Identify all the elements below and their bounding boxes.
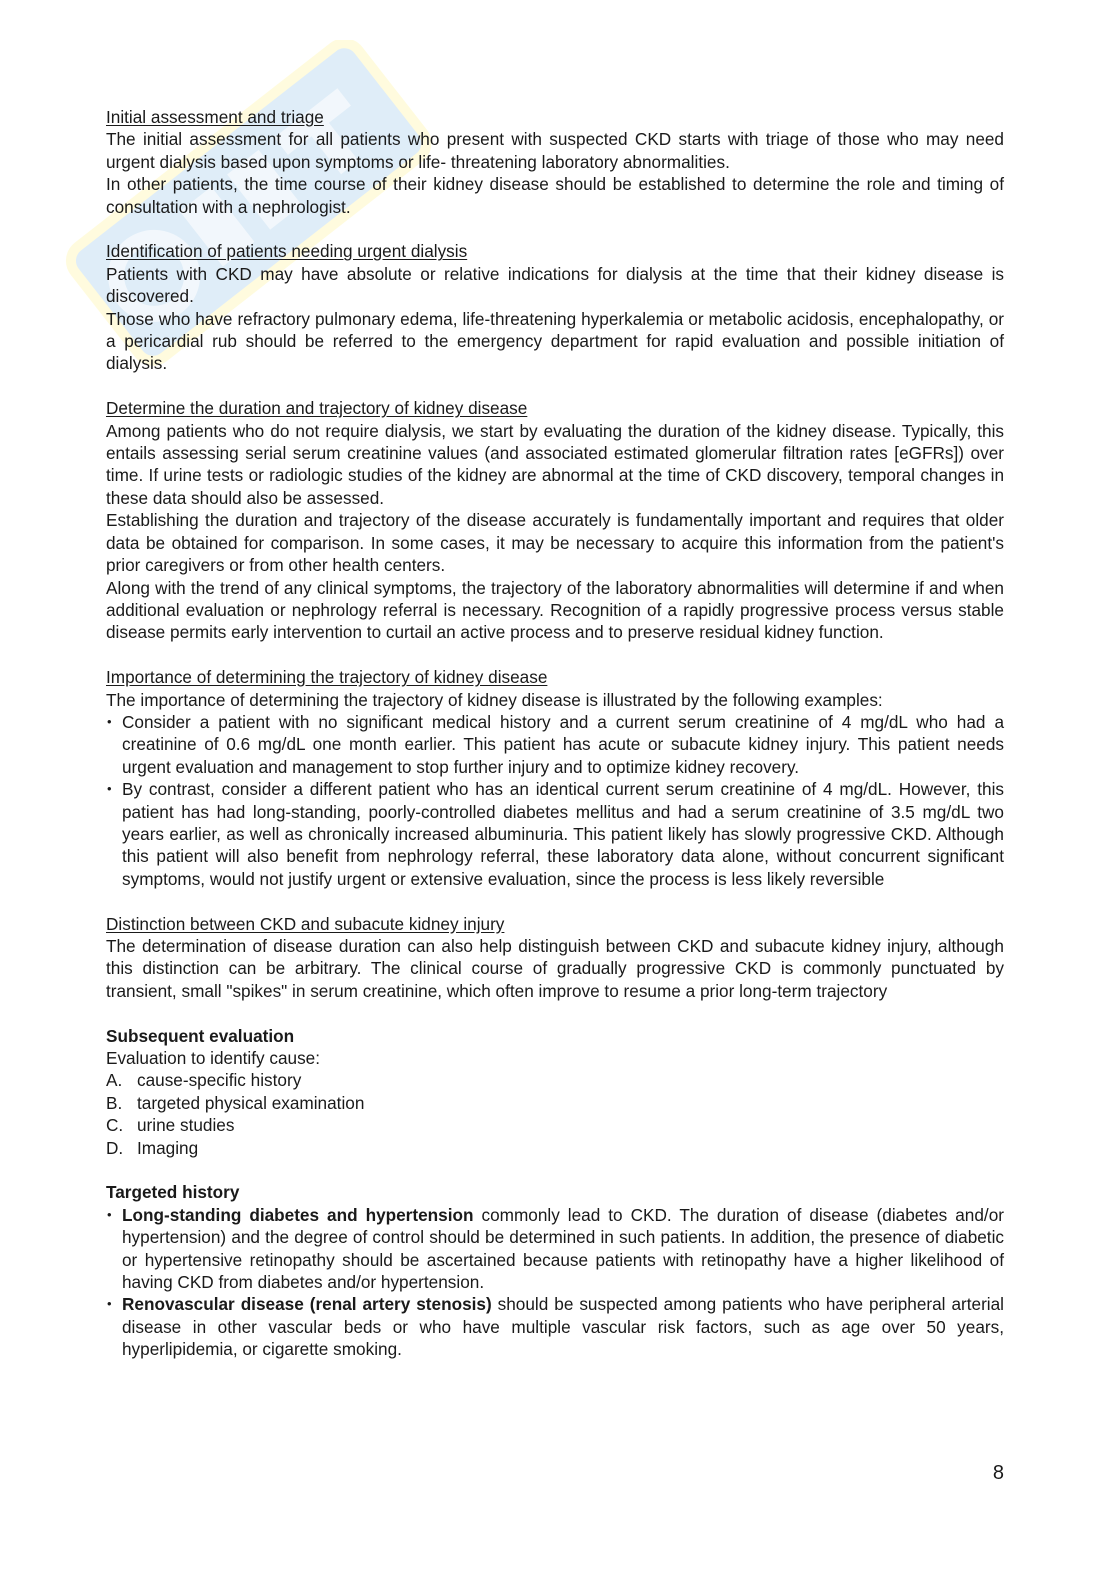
- paragraph: Patients with CKD may have absolute or relative indications for dialysis at the time that their kidney disease is discovered.: [106, 263, 1004, 307]
- paragraph: The determination of disease duration can also help distinguish between CKD and subacute kidney injury, although this distinction can be arbitrary. The clinical course of gradually progressive CKD is commonly punctuated by transient, small "spikes" in serum creatinine, which often improve to resume a prior long-term trajectory: [106, 935, 1004, 1001]
- list-letter: D.: [106, 1137, 124, 1158]
- paragraph: Evaluation to identify cause:: [106, 1047, 321, 1068]
- list-item: [106, 1092, 1004, 1114]
- section-heading: Subsequent evaluation: [106, 1025, 295, 1046]
- page-number: 8: [992, 1462, 1004, 1484]
- list-item-bold: Renovascular disease (renal artery stenosis): [122, 1294, 492, 1315]
- section-heading: Distinction between CKD and subacute kidney injury: [106, 913, 505, 934]
- paragraph: The initial assessment for all patients who present with suspected CKD starts with triage of those who may need urgent dialysis based upon symptoms or life- threatening laboratory abnormalities.: [106, 129, 1004, 172]
- paragraph: Along with the trend of any clinical symptoms, the trajectory of the laboratory abnormalities will determine if and when additional evaluation or nephrology referral is necessary. Recognition of a rapidly progressive process versus stable disease permits early intervention to curtail an active process and to preserve residual kidney function.: [106, 577, 1004, 643]
- section-subsequent-evaluation: [106, 1025, 1004, 1159]
- list-item: • By contrast, consider a different patient who has an identical current serum creatinine of 4 mg/dL. However, this patient has had long-standing, poorly-controlled diabetes mellitus and had a serum creatinine of 3.5 mg/dL two years earlier, as well as chronically increased albuminuria. This patient likely has slowly progressive CKD. Although this patient will also benefit from nephrology referral, these laboratory data alone, without concurrent significant symptoms, would not justify urgent or extensive evaluation, since the process is less likely reversible: [106, 778, 1004, 890]
- section-heading: Importance of determining the trajectory of kidney disease: [106, 667, 548, 688]
- section-heading: Identification of patients needing urgent dialysis: [106, 241, 468, 262]
- section-urgent-dialysis: [106, 240, 1004, 374]
- list-text: urine studies: [137, 1115, 235, 1136]
- bullet-list: [106, 1204, 1004, 1361]
- section-heading: Targeted history: [106, 1182, 240, 1203]
- list-text: Imaging: [137, 1137, 199, 1158]
- list-item-bold: Long-standing diabetes and hypertension: [122, 1204, 474, 1225]
- list-item: • Consider a patient with no significant medical history and a current serum creatinine of 4 mg/dL who had a creatinine of 0.6 mg/dL one month earlier. This patient has acute or subacute kidney injury. This patient needs urgent evaluation and management to stop further injury and to optimize kidney recovery.: [106, 711, 1004, 778]
- paragraph: Establishing the duration and trajectory of the disease accurately is fundamentally important and requires that older data be obtained for comparison. In some cases, it may be necessary to acquire this information from the patient's prior caregivers or from other health centers.: [106, 510, 1004, 576]
- document-body: [106, 106, 1004, 1361]
- list-text: cause-specific history: [137, 1070, 302, 1091]
- paragraph: Among patients who do not require dialysis, we start by evaluating the duration of the kidney disease. Typically, this entails assessing serial serum creatinine values (and associated estimated glomerular filtration rates [eGFRs]) over time. If urine tests or radiologic studies of the kidney are abnormal at the time of CKD discovery, temporal changes in these data should also be assessed.: [106, 420, 1004, 508]
- list-item-text: should be suspected among patients who have peripheral arterial disease in other vascular beds or who have multiple vascular risk factors, such as age over 50 years, hyperlipidemia, or cigarette smoking.: [122, 1294, 1004, 1360]
- section-distinction: [106, 913, 1004, 1003]
- list-item: [106, 1114, 1004, 1136]
- list-item: [106, 1293, 1004, 1360]
- section-duration-trajectory: [106, 397, 1004, 643]
- section-targeted-history: [106, 1181, 1004, 1360]
- section-heading: Initial assessment and triage: [106, 107, 324, 127]
- list-letter: C.: [106, 1115, 124, 1136]
- paragraph: Those who have refractory pulmonary edema, life-threatening hyperkalemia or metabolic acidosis, encephalopathy, or a pericardial rub should be referred to the emergency department for rapid evaluation and possible initiation of dialysis.: [106, 308, 1004, 374]
- bullet-list: [106, 711, 1004, 890]
- list-item: [106, 1204, 1004, 1294]
- lettered-list: [106, 1069, 1004, 1159]
- list-letter: B.: [106, 1092, 123, 1113]
- list-text: targeted physical examination: [137, 1092, 365, 1113]
- list-item-text: commonly lead to CKD. The duration of disease (diabetes and/or hypertension) and the degree of control should be determined in such patients. In addition, the presence of diabetic or hypertensive retinopathy should be ascertained because patients with retinopathy have a higher likelihood of having CKD from diabetes and/or hypertension.: [122, 1204, 1004, 1293]
- section-heading: Determine the duration and trajectory of kidney disease: [106, 398, 528, 419]
- section-importance-trajectory: [106, 666, 1004, 890]
- paragraph: The importance of determining the trajectory of kidney disease is illustrated by the following examples:: [106, 689, 883, 710]
- list-letter: A.: [106, 1070, 123, 1091]
- list-item: [106, 1069, 1004, 1091]
- paragraph: In other patients, the time course of their kidney disease should be established to determine the role and timing of consultation with a nephrologist.: [106, 174, 1004, 217]
- section-initial-assessment: [106, 106, 1004, 218]
- list-item: [106, 1137, 1004, 1159]
